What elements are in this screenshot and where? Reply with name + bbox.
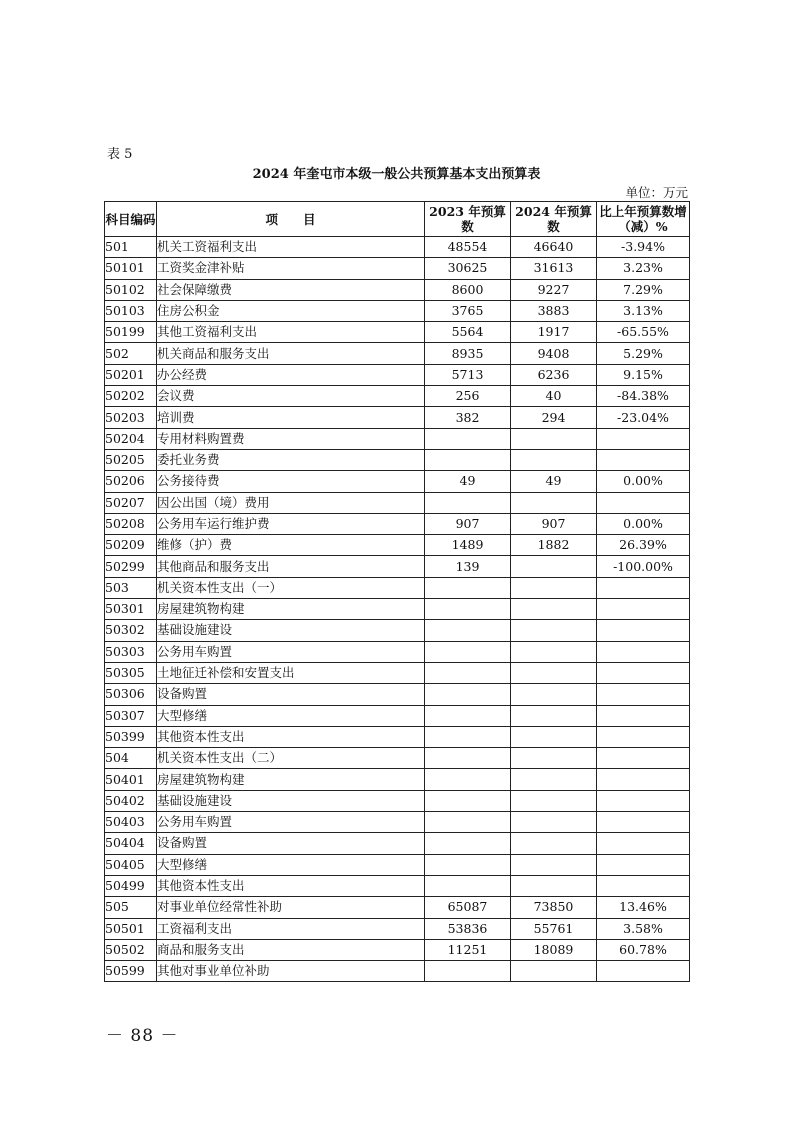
row-item-name: 办公经费 bbox=[157, 364, 425, 385]
row-change-percent: 9.15% bbox=[597, 364, 690, 385]
table-row bbox=[105, 684, 690, 705]
row-code: 503 bbox=[105, 577, 157, 598]
row-2024-value bbox=[511, 748, 597, 769]
table-row bbox=[105, 407, 690, 428]
row-change-percent: 13.46% bbox=[597, 897, 690, 918]
row-item-name: 其他资本性支出 bbox=[157, 875, 425, 896]
row-2023-value bbox=[425, 620, 511, 641]
row-2024-value: 3883 bbox=[511, 300, 597, 321]
row-change-percent bbox=[597, 620, 690, 641]
row-2024-value bbox=[511, 599, 597, 620]
row-2023-value: 139 bbox=[425, 556, 511, 577]
row-item-name: 公务用车购置 bbox=[157, 812, 425, 833]
table-row bbox=[105, 769, 690, 790]
row-change-percent bbox=[597, 748, 690, 769]
row-item-name: 大型修缮 bbox=[157, 854, 425, 875]
row-code: 50501 bbox=[105, 918, 157, 939]
row-2023-value: 907 bbox=[425, 513, 511, 534]
row-2023-value: 49 bbox=[425, 471, 511, 492]
table-row bbox=[105, 599, 690, 620]
row-code: 50102 bbox=[105, 279, 157, 300]
row-2024-value: 18089 bbox=[511, 939, 597, 960]
row-2023-value bbox=[425, 684, 511, 705]
row-code: 504 bbox=[105, 748, 157, 769]
table-row bbox=[105, 237, 690, 258]
row-item-name: 委托业务费 bbox=[157, 449, 425, 470]
row-2024-value bbox=[511, 662, 597, 683]
row-item-name: 其他工资福利支出 bbox=[157, 322, 425, 343]
row-code: 50499 bbox=[105, 875, 157, 896]
table-row bbox=[105, 471, 690, 492]
row-change-percent bbox=[597, 449, 690, 470]
row-change-percent: 0.00% bbox=[597, 513, 690, 534]
row-2023-value: 382 bbox=[425, 407, 511, 428]
row-code: 50405 bbox=[105, 854, 157, 875]
row-item-name: 土地征迁补偿和安置支出 bbox=[157, 662, 425, 683]
row-2024-value: 31613 bbox=[511, 258, 597, 279]
row-2024-value: 40 bbox=[511, 386, 597, 407]
row-item-name: 公务接待费 bbox=[157, 471, 425, 492]
table-row bbox=[105, 961, 690, 982]
row-2023-value bbox=[425, 662, 511, 683]
row-item-name: 机关资本性支出（一） bbox=[157, 577, 425, 598]
row-2024-value bbox=[511, 961, 597, 982]
row-change-percent bbox=[597, 812, 690, 833]
row-2023-value bbox=[425, 428, 511, 449]
row-change-percent: 3.13% bbox=[597, 300, 690, 321]
row-code: 50599 bbox=[105, 961, 157, 982]
row-2024-value: 55761 bbox=[511, 918, 597, 939]
row-2023-value: 8600 bbox=[425, 279, 511, 300]
row-code: 50209 bbox=[105, 535, 157, 556]
table-row bbox=[105, 492, 690, 513]
row-change-percent bbox=[597, 961, 690, 982]
row-2023-value bbox=[425, 854, 511, 875]
table-row bbox=[105, 577, 690, 598]
row-2023-value: 256 bbox=[425, 386, 511, 407]
row-item-name: 商品和服务支出 bbox=[157, 939, 425, 960]
table-row bbox=[105, 386, 690, 407]
row-2023-value bbox=[425, 875, 511, 896]
row-code: 50199 bbox=[105, 322, 157, 343]
row-2023-value bbox=[425, 641, 511, 662]
row-code: 50203 bbox=[105, 407, 157, 428]
table-row bbox=[105, 343, 690, 364]
row-2024-value bbox=[511, 726, 597, 747]
row-item-name: 房屋建筑物构建 bbox=[157, 769, 425, 790]
row-code: 50206 bbox=[105, 471, 157, 492]
row-change-percent: 3.58% bbox=[597, 918, 690, 939]
row-item-name: 公务用车运行维护费 bbox=[157, 513, 425, 534]
row-item-name: 机关工资福利支出 bbox=[157, 237, 425, 258]
header-item: 项 目 bbox=[157, 202, 425, 237]
row-code: 50201 bbox=[105, 364, 157, 385]
row-2023-value bbox=[425, 449, 511, 470]
row-code: 501 bbox=[105, 237, 157, 258]
table-row bbox=[105, 705, 690, 726]
row-2024-value bbox=[511, 833, 597, 854]
row-2024-value bbox=[511, 875, 597, 896]
table-row bbox=[105, 726, 690, 747]
row-2023-value bbox=[425, 812, 511, 833]
row-2023-value bbox=[425, 833, 511, 854]
row-code: 50103 bbox=[105, 300, 157, 321]
row-item-name: 会议费 bbox=[157, 386, 425, 407]
row-code: 50101 bbox=[105, 258, 157, 279]
budget-table bbox=[104, 201, 690, 982]
table-row bbox=[105, 300, 690, 321]
row-item-name: 机关资本性支出（二） bbox=[157, 748, 425, 769]
row-item-name: 培训费 bbox=[157, 407, 425, 428]
row-2024-value bbox=[511, 790, 597, 811]
row-2023-value: 5564 bbox=[425, 322, 511, 343]
row-2024-value: 73850 bbox=[511, 897, 597, 918]
row-change-percent: 3.23% bbox=[597, 258, 690, 279]
row-2024-value: 294 bbox=[511, 407, 597, 428]
row-item-name: 房屋建筑物构建 bbox=[157, 599, 425, 620]
row-2024-value bbox=[511, 428, 597, 449]
row-2023-value bbox=[425, 790, 511, 811]
row-item-name: 因公出国（境）费用 bbox=[157, 492, 425, 513]
row-2024-value: 46640 bbox=[511, 237, 597, 258]
row-code: 50502 bbox=[105, 939, 157, 960]
table-row bbox=[105, 854, 690, 875]
table-row bbox=[105, 748, 690, 769]
table-row bbox=[105, 662, 690, 683]
table-row bbox=[105, 556, 690, 577]
row-change-percent bbox=[597, 684, 690, 705]
table-row bbox=[105, 875, 690, 896]
row-change-percent: -3.94% bbox=[597, 237, 690, 258]
row-code: 50301 bbox=[105, 599, 157, 620]
row-item-name: 设备购置 bbox=[157, 684, 425, 705]
table-row bbox=[105, 833, 690, 854]
row-2024-value bbox=[511, 620, 597, 641]
row-2023-value bbox=[425, 492, 511, 513]
row-code: 505 bbox=[105, 897, 157, 918]
row-2023-value: 53836 bbox=[425, 918, 511, 939]
table-row bbox=[105, 322, 690, 343]
row-2023-value: 1489 bbox=[425, 535, 511, 556]
row-item-name: 设备购置 bbox=[157, 833, 425, 854]
row-code: 50208 bbox=[105, 513, 157, 534]
page-number: － 88 － bbox=[106, 1026, 179, 1046]
row-item-name: 机关商品和服务支出 bbox=[157, 343, 425, 364]
row-2024-value bbox=[511, 641, 597, 662]
row-change-percent bbox=[597, 641, 690, 662]
row-change-percent bbox=[597, 599, 690, 620]
table-row bbox=[105, 535, 690, 556]
table-row bbox=[105, 279, 690, 300]
row-code: 50205 bbox=[105, 449, 157, 470]
table-header-row bbox=[105, 202, 690, 237]
table-label: 表 5 bbox=[107, 147, 133, 162]
row-change-percent bbox=[597, 854, 690, 875]
row-2024-value bbox=[511, 684, 597, 705]
row-change-percent bbox=[597, 705, 690, 726]
row-2024-value: 1882 bbox=[511, 535, 597, 556]
table-row bbox=[105, 513, 690, 534]
header-2023: 2023 年预算数 bbox=[425, 202, 511, 237]
row-change-percent bbox=[597, 726, 690, 747]
row-2024-value: 9227 bbox=[511, 279, 597, 300]
unit-label: 单位：万元 bbox=[625, 185, 688, 200]
row-2024-value: 907 bbox=[511, 513, 597, 534]
table-row bbox=[105, 812, 690, 833]
row-2023-value: 5713 bbox=[425, 364, 511, 385]
row-item-name: 维修（护）费 bbox=[157, 535, 425, 556]
row-change-percent: 5.29% bbox=[597, 343, 690, 364]
row-code: 50403 bbox=[105, 812, 157, 833]
table-row bbox=[105, 428, 690, 449]
row-change-percent bbox=[597, 790, 690, 811]
row-code: 50302 bbox=[105, 620, 157, 641]
row-item-name: 住房公积金 bbox=[157, 300, 425, 321]
row-change-percent: 60.78% bbox=[597, 939, 690, 960]
row-change-percent bbox=[597, 492, 690, 513]
row-change-percent: 26.39% bbox=[597, 535, 690, 556]
row-2023-value bbox=[425, 599, 511, 620]
row-code: 50207 bbox=[105, 492, 157, 513]
row-code: 50204 bbox=[105, 428, 157, 449]
row-2024-value bbox=[511, 492, 597, 513]
row-2023-value bbox=[425, 748, 511, 769]
row-code: 50299 bbox=[105, 556, 157, 577]
row-change-percent: -100.00% bbox=[597, 556, 690, 577]
table-row bbox=[105, 939, 690, 960]
row-item-name: 对事业单位经常性补助 bbox=[157, 897, 425, 918]
row-2024-value: 1917 bbox=[511, 322, 597, 343]
row-2023-value: 3765 bbox=[425, 300, 511, 321]
row-item-name: 工资福利支出 bbox=[157, 918, 425, 939]
row-change-percent bbox=[597, 662, 690, 683]
row-item-name: 其他商品和服务支出 bbox=[157, 556, 425, 577]
row-change-percent bbox=[597, 428, 690, 449]
row-2024-value bbox=[511, 705, 597, 726]
row-change-percent bbox=[597, 577, 690, 598]
row-2023-value: 48554 bbox=[425, 237, 511, 258]
row-2024-value bbox=[511, 812, 597, 833]
row-change-percent: 0.00% bbox=[597, 471, 690, 492]
header-change: 比上年预算数增（减）% bbox=[597, 202, 690, 237]
row-2024-value bbox=[511, 854, 597, 875]
row-item-name: 基础设施建设 bbox=[157, 620, 425, 641]
row-code: 50307 bbox=[105, 705, 157, 726]
row-change-percent bbox=[597, 769, 690, 790]
row-code: 502 bbox=[105, 343, 157, 364]
table-row bbox=[105, 620, 690, 641]
table-row bbox=[105, 641, 690, 662]
row-change-percent bbox=[597, 875, 690, 896]
row-item-name: 基础设施建设 bbox=[157, 790, 425, 811]
header-2024: 2024 年预算数 bbox=[511, 202, 597, 237]
row-2023-value bbox=[425, 961, 511, 982]
row-2023-value: 30625 bbox=[425, 258, 511, 279]
row-2023-value: 8935 bbox=[425, 343, 511, 364]
row-2023-value bbox=[425, 705, 511, 726]
row-2023-value bbox=[425, 726, 511, 747]
row-2024-value bbox=[511, 577, 597, 598]
row-code: 50399 bbox=[105, 726, 157, 747]
row-2023-value bbox=[425, 577, 511, 598]
row-change-percent bbox=[597, 833, 690, 854]
row-change-percent: -84.38% bbox=[597, 386, 690, 407]
row-code: 50202 bbox=[105, 386, 157, 407]
row-2023-value: 11251 bbox=[425, 939, 511, 960]
row-code: 50404 bbox=[105, 833, 157, 854]
table-row bbox=[105, 918, 690, 939]
row-2023-value: 65087 bbox=[425, 897, 511, 918]
row-item-name: 大型修缮 bbox=[157, 705, 425, 726]
table-row bbox=[105, 258, 690, 279]
row-code: 50303 bbox=[105, 641, 157, 662]
table-row bbox=[105, 364, 690, 385]
table-row bbox=[105, 897, 690, 918]
row-item-name: 专用材料购置费 bbox=[157, 428, 425, 449]
row-item-name: 公务用车购置 bbox=[157, 641, 425, 662]
row-change-percent: 7.29% bbox=[597, 279, 690, 300]
row-item-name: 其他资本性支出 bbox=[157, 726, 425, 747]
header-code: 科目编码 bbox=[105, 202, 157, 237]
row-item-name: 其他对事业单位补助 bbox=[157, 961, 425, 982]
row-2024-value bbox=[511, 449, 597, 470]
row-item-name: 社会保障缴费 bbox=[157, 279, 425, 300]
table-body bbox=[105, 237, 690, 982]
row-change-percent: -23.04% bbox=[597, 407, 690, 428]
row-2024-value: 6236 bbox=[511, 364, 597, 385]
row-2024-value: 9408 bbox=[511, 343, 597, 364]
row-2024-value: 49 bbox=[511, 471, 597, 492]
row-item-name: 工资奖金津补贴 bbox=[157, 258, 425, 279]
row-code: 50401 bbox=[105, 769, 157, 790]
row-code: 50305 bbox=[105, 662, 157, 683]
row-2023-value bbox=[425, 769, 511, 790]
row-2024-value bbox=[511, 769, 597, 790]
table-row bbox=[105, 449, 690, 470]
table-row bbox=[105, 790, 690, 811]
row-code: 50306 bbox=[105, 684, 157, 705]
row-2024-value bbox=[511, 556, 597, 577]
row-code: 50402 bbox=[105, 790, 157, 811]
row-change-percent: -65.55% bbox=[597, 322, 690, 343]
document-title: 2024 年奎屯市本级一般公共预算基本支出预算表 bbox=[252, 167, 541, 182]
